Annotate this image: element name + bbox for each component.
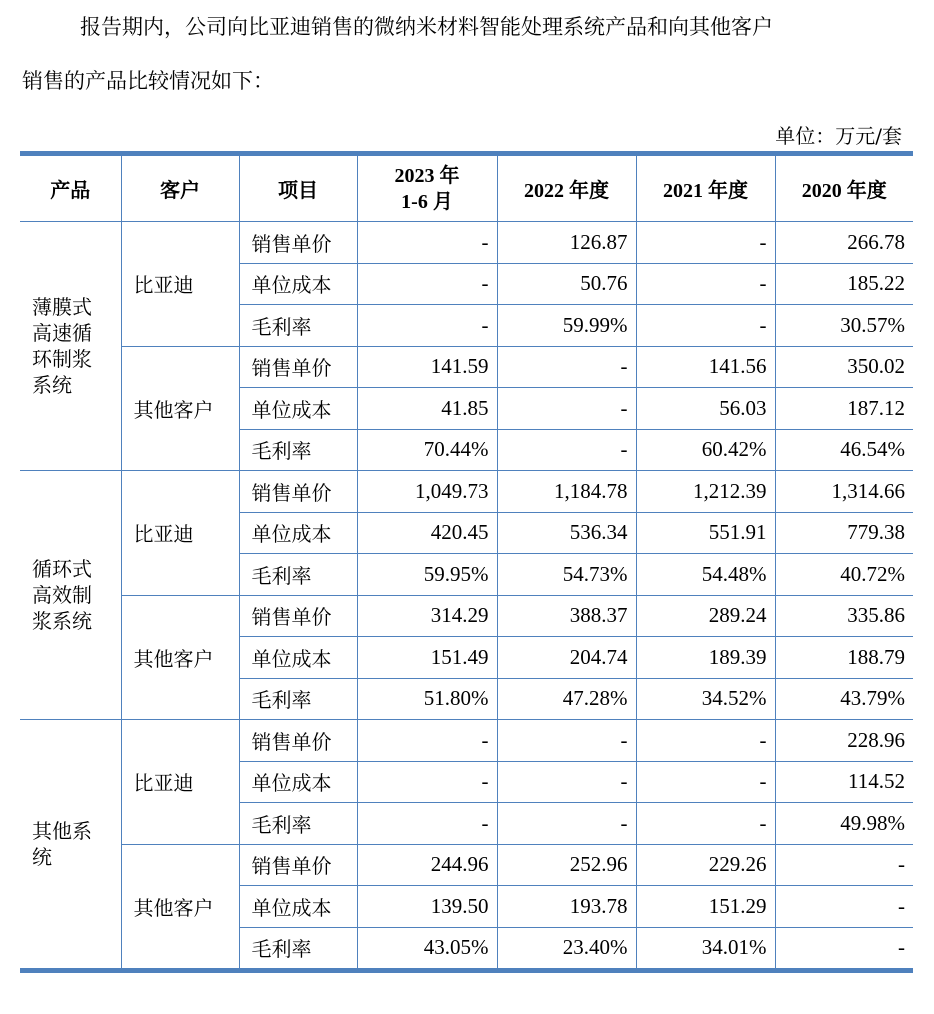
value-2020-cell: 335.86 [775, 595, 913, 637]
value-2022-cell: 536.34 [497, 512, 636, 554]
value-2023h1-cell: - [357, 720, 497, 762]
product-name-line: 高速循 [32, 321, 92, 345]
value-2020-cell: 30.57% [775, 305, 913, 347]
value-2020-cell: 49.98% [775, 803, 913, 845]
product-name-line: 高效制 [32, 583, 92, 607]
item-cell: 销售单价 [239, 222, 357, 264]
customer-cell: 比亚迪 [121, 471, 239, 596]
item-cell: 毛利率 [239, 554, 357, 596]
item-cell: 销售单价 [239, 844, 357, 886]
value-2023h1-cell: 51.80% [357, 678, 497, 720]
value-2020-cell: - [775, 844, 913, 886]
item-cell: 单位成本 [239, 886, 357, 928]
item-cell: 毛利率 [239, 803, 357, 845]
value-2021-cell: 60.42% [636, 429, 775, 471]
header-2021: 2021 年度 [636, 156, 775, 222]
value-2020-cell: - [775, 886, 913, 928]
value-2023h1-cell: 59.95% [357, 554, 497, 596]
item-cell: 销售单价 [239, 720, 357, 762]
value-2020-cell: 266.78 [775, 222, 913, 264]
comparison-table-container [20, 151, 913, 973]
value-2020-cell: 187.12 [775, 388, 913, 430]
value-2022-cell: - [497, 720, 636, 762]
value-2022-cell: - [497, 388, 636, 430]
intro-paragraph-line2: 销售的产品比较情况如下： [22, 69, 274, 93]
item-cell: 单位成本 [239, 637, 357, 679]
header-2023-year: 2023 年 [394, 164, 460, 187]
item-cell: 销售单价 [239, 595, 357, 637]
item-cell: 单位成本 [239, 388, 357, 430]
table-row [20, 471, 913, 513]
product-name-line: 其他系 [32, 819, 92, 843]
value-2023h1-cell: - [357, 222, 497, 264]
value-2023h1-cell: 151.49 [357, 637, 497, 679]
table-row [20, 222, 913, 264]
value-2022-cell: 193.78 [497, 886, 636, 928]
customer-cell: 其他客户 [121, 844, 239, 969]
header-2022: 2022 年度 [497, 156, 636, 222]
value-2022-cell: 252.96 [497, 844, 636, 886]
product-name-line: 系统 [32, 373, 72, 397]
table-body [20, 222, 913, 969]
value-2023h1-cell: - [357, 263, 497, 305]
value-2023h1-cell: 43.05% [357, 927, 497, 969]
value-2020-cell: 40.72% [775, 554, 913, 596]
value-2020-cell: 779.38 [775, 512, 913, 554]
table-row [20, 595, 913, 637]
value-2023h1-cell: 314.29 [357, 595, 497, 637]
customer-cell: 比亚迪 [121, 720, 239, 845]
value-2022-cell: 126.87 [497, 222, 636, 264]
value-2020-cell: 188.79 [775, 637, 913, 679]
header-item: 项目 [239, 156, 357, 222]
header-2020: 2020 年度 [775, 156, 913, 222]
value-2020-cell: 185.22 [775, 263, 913, 305]
value-2020-cell: 46.54% [775, 429, 913, 471]
value-2023h1-cell: 141.59 [357, 346, 497, 388]
product-cell [20, 720, 121, 969]
value-2021-cell: 229.26 [636, 844, 775, 886]
value-2021-cell: - [636, 263, 775, 305]
product-cell [20, 471, 121, 720]
value-2021-cell: 56.03 [636, 388, 775, 430]
product-name-line: 循环式 [32, 557, 92, 581]
value-2022-cell: 50.76 [497, 263, 636, 305]
comparison-table [20, 155, 913, 969]
customer-cell: 其他客户 [121, 595, 239, 720]
item-cell: 毛利率 [239, 678, 357, 720]
value-2021-cell: 151.29 [636, 886, 775, 928]
value-2021-cell: 1,212.39 [636, 471, 775, 513]
value-2021-cell: 54.48% [636, 554, 775, 596]
value-2022-cell: 1,184.78 [497, 471, 636, 513]
value-2021-cell: 141.56 [636, 346, 775, 388]
value-2021-cell: - [636, 222, 775, 264]
intro-paragraph-line1: 报告期内，公司向比亚迪销售的微纳米材料智能处理系统产品和向其他客户 [80, 15, 773, 39]
value-2022-cell: 23.40% [497, 927, 636, 969]
item-cell: 单位成本 [239, 512, 357, 554]
value-2022-cell: 204.74 [497, 637, 636, 679]
customer-cell: 其他客户 [121, 346, 239, 471]
value-2020-cell: 228.96 [775, 720, 913, 762]
value-2021-cell: - [636, 305, 775, 347]
value-2022-cell: - [497, 761, 636, 803]
value-2022-cell: 59.99% [497, 305, 636, 347]
product-name-line: 薄膜式 [32, 295, 92, 319]
value-2021-cell: - [636, 761, 775, 803]
item-cell: 单位成本 [239, 263, 357, 305]
item-cell: 销售单价 [239, 471, 357, 513]
item-cell: 毛利率 [239, 927, 357, 969]
value-2022-cell: - [497, 803, 636, 845]
value-2020-cell: 1,314.66 [775, 471, 913, 513]
item-cell: 单位成本 [239, 761, 357, 803]
value-2023h1-cell: - [357, 305, 497, 347]
value-2022-cell: - [497, 429, 636, 471]
value-2020-cell: - [775, 927, 913, 969]
product-name-line: 统 [32, 845, 52, 869]
value-2023h1-cell: 420.45 [357, 512, 497, 554]
value-2020-cell: 350.02 [775, 346, 913, 388]
table-row [20, 346, 913, 388]
value-2021-cell: 34.01% [636, 927, 775, 969]
value-2023h1-cell: 244.96 [357, 844, 497, 886]
value-2020-cell: 114.52 [775, 761, 913, 803]
value-2022-cell: 47.28% [497, 678, 636, 720]
value-2023h1-cell: 1,049.73 [357, 471, 497, 513]
item-cell: 毛利率 [239, 429, 357, 471]
value-2021-cell: 289.24 [636, 595, 775, 637]
header-2023-period: 1-6 月 [401, 190, 453, 213]
table-row [20, 844, 913, 886]
product-cell [20, 222, 121, 471]
item-cell: 毛利率 [239, 305, 357, 347]
product-name-line: 浆系统 [32, 609, 92, 633]
header-product: 产品 [20, 156, 121, 222]
table-row [20, 720, 913, 762]
value-2021-cell: 189.39 [636, 637, 775, 679]
header-customer: 客户 [121, 156, 239, 222]
table-header-row [20, 156, 913, 222]
value-2022-cell: 388.37 [497, 595, 636, 637]
value-2022-cell: - [497, 346, 636, 388]
product-name-line: 环制浆 [32, 347, 92, 371]
value-2021-cell: - [636, 803, 775, 845]
value-2023h1-cell: - [357, 803, 497, 845]
customer-cell: 比亚迪 [121, 222, 239, 347]
value-2021-cell: 551.91 [636, 512, 775, 554]
value-2020-cell: 43.79% [775, 678, 913, 720]
header-2023h1 [357, 156, 497, 222]
value-2022-cell: 54.73% [497, 554, 636, 596]
value-2021-cell: 34.52% [636, 678, 775, 720]
value-2023h1-cell: - [357, 761, 497, 803]
item-cell: 销售单价 [239, 346, 357, 388]
value-2023h1-cell: 139.50 [357, 886, 497, 928]
value-2023h1-cell: 41.85 [357, 388, 497, 430]
unit-label: 单位：万元/套 [775, 124, 902, 148]
value-2021-cell: - [636, 720, 775, 762]
value-2023h1-cell: 70.44% [357, 429, 497, 471]
